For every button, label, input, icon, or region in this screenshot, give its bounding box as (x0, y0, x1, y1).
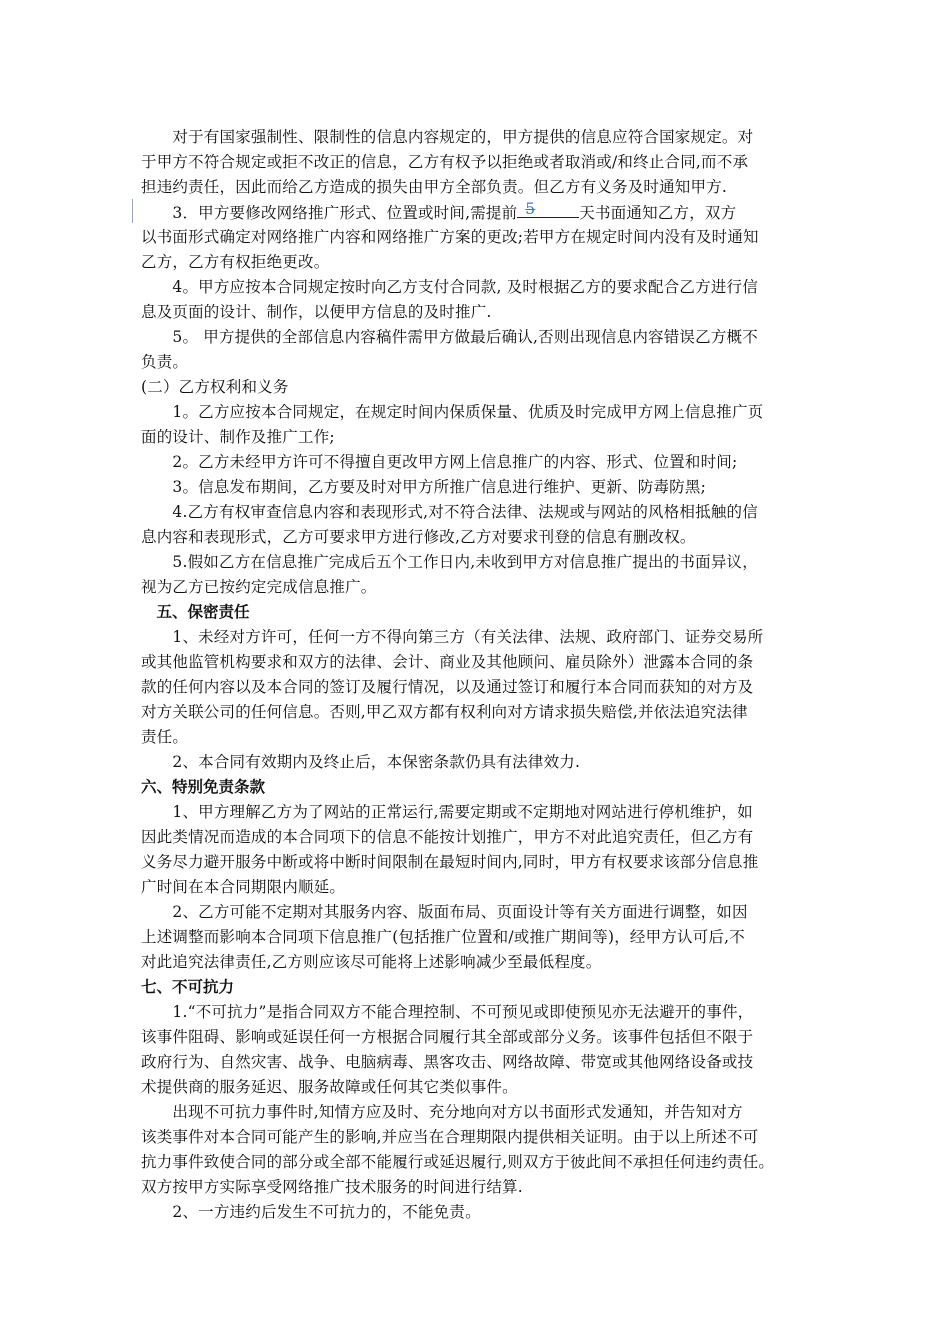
section-heading-disclaimer: 六、特别免责条款 (141, 778, 266, 796)
paragraph-line: 出现不可抗力事件时,知情方应及时、充分地向对方以书面形式发通知，并告知对方 (141, 1103, 743, 1121)
paragraph-line: 2、一方违约后发生不可抗力的，不能免责。 (141, 1203, 481, 1221)
paragraph-line: 款的任何内容以及本合同的签订及履行情况，以及通过签订和履行本合同而获知的对方及 (141, 678, 754, 696)
paragraph-line: 该事件阻碍、影响或延误任何一方根据合同履行其全部或部分义务。该事件包括但不限于 (141, 1028, 754, 1046)
paragraph-line: 对于有国家强制性、限制性的信息内容规定的，甲方提供的信息应符合国家规定。对 (141, 128, 754, 146)
section-heading-confidentiality: 五、保密责任 (141, 603, 250, 621)
paragraph-line: 4。甲方应按本合同规定按时向乙方支付合同款, 及时根据乙方的要求配合乙方进行信 (141, 278, 758, 296)
paragraph-line: 或其他监管机构要求和双方的法律、会计、商业及其他顾问、雇员除外）泄露本合同的条 (141, 653, 754, 671)
paragraph-line: 对此追究法律责任,乙方则应该尽可能将上述影响减少至最低程度。 (141, 953, 602, 971)
paragraph-line: 抗力事件致使合同的部分或全部不能履行或延迟履行,则双方于彼此间不承担任何违约责任。 (141, 1153, 775, 1171)
paragraph-line-with-blank (141, 201, 736, 223)
paragraph-line: 视为乙方已按约定完成信息推广。 (141, 578, 377, 596)
subsection-heading: (二）乙方权利和义务 (141, 378, 289, 396)
paragraph-line: 因此类情况而造成的本合同项下的信息不能按计划推广，甲方不对此追究责任，但乙方有 (141, 828, 754, 846)
paragraph-line: 责任。 (141, 728, 189, 746)
paragraph-line: 面的设计、制作及推广工作; (141, 428, 335, 446)
paragraph-line: 1、未经对方许可，任何一方不得向第三方（有关法律、法规、政府部门、证券交易所 (141, 628, 764, 646)
clause-text: 天书面通知乙方，双方 (579, 204, 737, 222)
paragraph-line: 对方关联公司的任何信息。否则,甲乙双方都有权利向对方请求损失赔偿,并依法追究法律 (141, 703, 748, 721)
paragraph-line: 1、甲方理解乙方为了网站的正常运行,需要定期或不定期地对网站进行停机维护，如 (141, 803, 753, 821)
paragraph-line: 负责。 (141, 353, 189, 371)
paragraph-line: 3。信息发布期间，乙方要及时对甲方所推广信息进行维护、更新、防毒防黑; (141, 478, 706, 496)
paragraph-line: 术提供商的服务延迟、服务故障或任何其它类似事件。 (141, 1078, 518, 1096)
paragraph-line: 广时间在本合同期限内顺延。 (141, 878, 346, 896)
section-heading-force-majeure: 七、不可抗力 (141, 978, 235, 996)
paragraph-line: 1.“不可抗力”是指合同双方不能合理控制、不可预见或即使预见亦无法避开的事件， (141, 1003, 754, 1021)
paragraph-line: 双方按甲方实际享受网络推广技术服务的时间进行结算. (141, 1178, 523, 1196)
paragraph-line: 息内容和表现形式，乙方可要求甲方进行修改,乙方对要求刊登的信息有删改权。 (141, 528, 696, 546)
paragraph-line: 以书面形式确定对网络推广内容和网络推广方案的更改;若甲方在规定时间内没有及时通知 (141, 228, 759, 246)
paragraph-line: 义务尽力避开服务中断或将中断时间限制在最短时间内,同时，甲方有权要求该部分信息推 (141, 853, 759, 871)
paragraph-line: 政府行为、自然灾害、战争、电脑病毒、黑客攻击、网络故障、带宽或其他网络设备或技 (141, 1053, 754, 1071)
paragraph-line: 担违约责任，因此而给乙方造成的损失由甲方全部负责。但乙方有义务及时通知甲方. (141, 178, 728, 196)
revision-margin-mark (132, 199, 133, 223)
paragraph-line: 5。 甲方提供的全部信息内容稿件需甲方做最后确认,否则出现信息内容错误乙方概不 (141, 328, 758, 346)
clause-text: 3．甲方要修改网络推广形式、位置或时间,需提前 (141, 204, 518, 222)
paragraph-line: 息及页面的设计、制作，以便甲方信息的及时推广. (141, 303, 492, 321)
paragraph-line: 2、乙方可能不定期对其服务内容、版面布局、页面设计等有关方面进行调整，如因 (141, 903, 748, 921)
paragraph-line: 于甲方不符合规定或拒不改正的信息，乙方有权予以拒绝或者取消或/和终止合同,而不承 (141, 153, 749, 171)
paragraph-line: 2、本合同有效期内及终止后，本保密条款仍具有法律效力. (141, 753, 581, 771)
paragraph-line: 乙方，乙方有权拒绝更改。 (141, 253, 330, 271)
paragraph-line: 上述调整而影响本合同项下信息推广(包括推广位置和/或推广期间等)，经甲方认可后,不 (141, 928, 745, 946)
paragraph-line: 1。乙方应按本合同规定，在规定时间内保质保量、优质及时完成甲方网上信息推广页 (141, 403, 764, 421)
paragraph-line: 2。乙方未经甲方许可不得擅自更改甲方网上信息推广的内容、形式、位置和时间; (141, 453, 738, 471)
fill-in-blank (517, 201, 579, 218)
paragraph-line: 5.假如乙方在信息推广完成后五个工作日内,未收到甲方对信息推广提出的书面异议， (141, 553, 758, 571)
paragraph-line: 4.乙方有权审查信息内容和表现形式,对不符合法律、法规或与网站的风格相抵触的信 (141, 503, 758, 521)
blank-value: 5 (525, 200, 536, 218)
paragraph-line: 该类事件对本合同可能产生的影响,并应当在合理期限内提供相关证明。由于以上所述不可 (141, 1128, 759, 1146)
